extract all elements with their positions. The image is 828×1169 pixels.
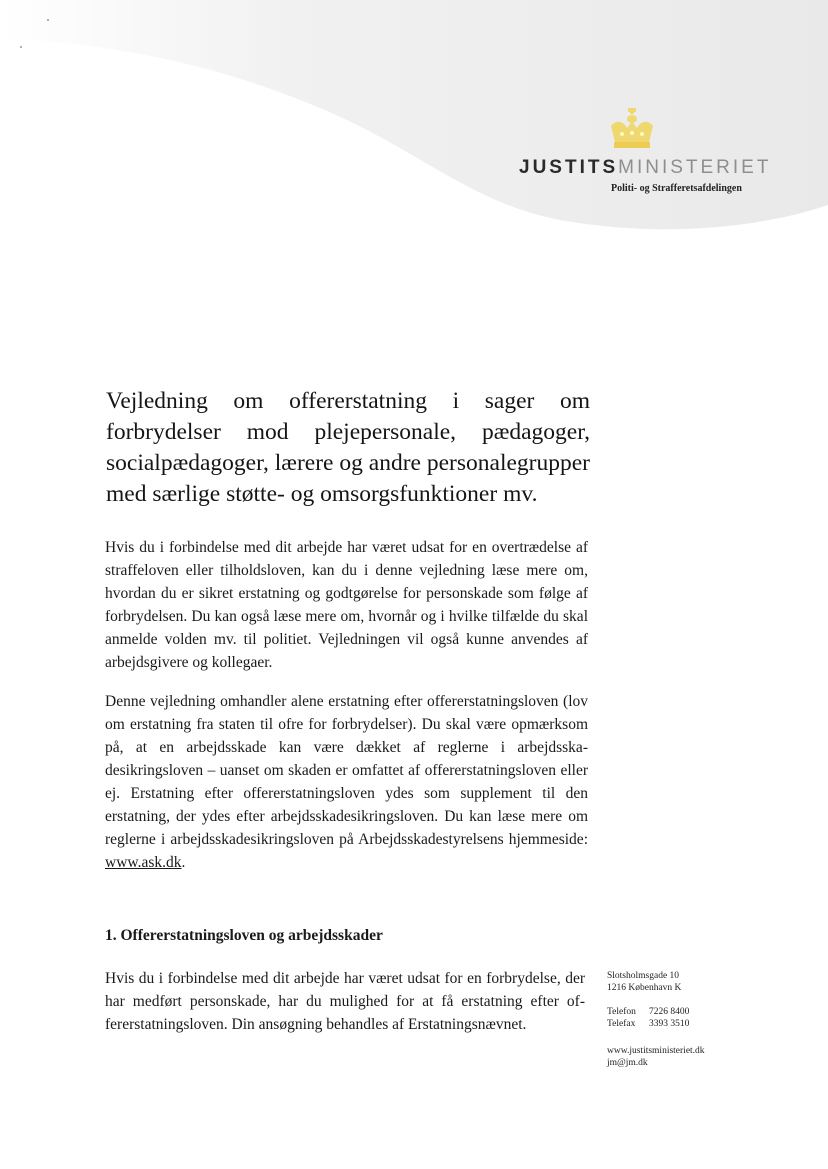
scope-paragraph-end: . [181,854,186,871]
ministry-name-bold: JUSTITS [519,157,619,178]
division-name: Politi- og Strafferetsafdelingen [611,183,742,194]
scan-speck [20,46,22,48]
ministry-name-light: MINISTERIET [618,157,772,178]
fax-label: Telefax [607,1019,636,1029]
page-title: Vejledning om offererstatning i sager om forbrydelser mod plejepersonale, pædagoger, socialpædagoger, lærere og andre personalegrupper med særlige støtte- og omsorgsfunktioner mv. [106,388,590,507]
sidebar-contact-numbers [607,1006,689,1030]
scope-paragraph-text: Denne vejledning omhandler alene erstatning efter offererstatningsloven (lov om erstatning fra staten til ofre for forbrydelser). Du skal være opmærksom på, at en arbejdsskade kan være dækket af reglerne i arbejdsskadesikringsloven – uanset om skaden er omfattet af offererstatningsloven eller ej. Erstatning efter offererstatningsloven ydes som supplement til den erstatning, der ydes efter arbejdsskadesikringsloven. Du kan læse mere om reglerne i arbejdsskadesikringsloven på Arbejdsskadestyrelsens hjemmeside: [105,693,588,848]
section-heading-1: 1. Offererstatningsloven og arbejdsskader [105,927,383,944]
sidebar-online [607,1045,705,1069]
crown-logo-icon [607,108,657,152]
section-1-paragraph: Hvis du i forbindelse med dit arbejde har været udsat for en forbrydelse, der har medført personskade, har du mulighed for at få erstatning efter offererstatningsloven. Din ansøgning behandles af Erstatningsnævnet. [105,970,585,1033]
ask-website-link[interactable]: www.ask.dk [105,854,182,871]
address-street: Slotsholmsgade 10 [607,971,680,981]
sidebar-address [607,970,681,994]
website-link[interactable]: www.justitsministeriet.dk [607,1046,705,1056]
phone-row [607,1006,689,1018]
fax-number: 3393 3510 [649,1019,690,1029]
fax-row [607,1018,689,1030]
phone-number: 7226 8400 [649,1007,690,1017]
email-link[interactable]: jm@jm.dk [607,1058,648,1068]
ministry-name [519,157,771,179]
scope-paragraph [105,690,588,874]
header-background-band [0,0,828,260]
address-city: 1216 København K [607,983,682,993]
intro-paragraph: Hvis du i forbindelse med dit arbejde har været udsat for en overtrædelse af straffeloven eller tilholdsloven, kan du i denne vejledning læse mere om, hvordan du er sikret erstatning og godtgørelse for personskade som følge af forbrydelsen. Du kan også læse mere om, hvornår og i hvilke tilfælde du skal anmelde volden mv. til politiet. Vejledningen vil også kunne anvendes af arbejdsgivere og kollegaer. [105,539,588,671]
phone-label: Telefon [607,1007,636,1017]
scan-speck [47,19,49,21]
